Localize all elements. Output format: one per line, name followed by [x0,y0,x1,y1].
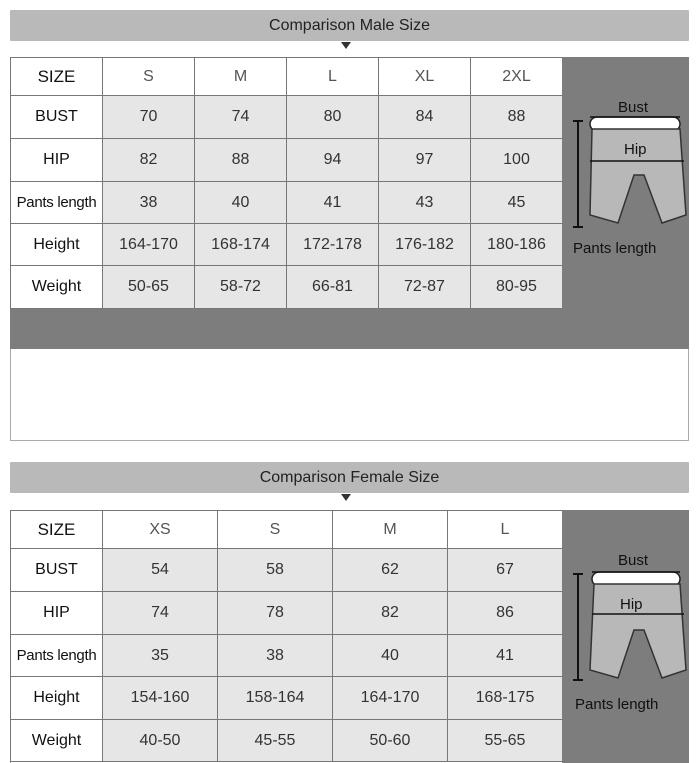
table-cell: 41 [448,635,563,677]
table-cell: 38 [103,182,195,224]
female-arrow-down-icon [341,494,351,501]
table-cell: 88 [471,96,563,139]
table-cell: 35 [103,635,218,677]
table-cell: 58 [218,549,333,592]
male-size-col: XL [379,58,471,96]
female-header-row [11,511,563,549]
hip-label: Hip [624,141,647,158]
female-measurement-diagram [562,510,689,763]
shorts-icon [562,510,689,763]
male-size-col: S [103,58,195,96]
table-cell: 88 [195,139,287,182]
bust-label: Bust [618,99,649,116]
table-cell: 180-186 [471,224,563,266]
table-cell: 172-178 [287,224,379,266]
female-size-col: S [218,511,333,549]
table-cell: 40-50 [103,720,218,762]
table-cell: 45 [471,182,563,224]
female-row-hip [11,592,563,635]
male-arrow-down-icon [341,42,351,49]
male-title-text: Comparison Male Size [269,16,430,34]
table-cell: 97 [379,139,471,182]
female-title-text: Comparison Female Size [259,468,440,486]
female-size-col: M [333,511,448,549]
table-cell: 50-65 [103,266,195,309]
female-row-bust [11,549,563,592]
table-cell: 43 [379,182,471,224]
female-row-weight [11,720,563,762]
male-section-title [10,10,689,41]
female-row-pants-length [11,635,563,677]
table-cell: 74 [103,592,218,635]
male-header-row [11,58,563,96]
table-cell: 78 [218,592,333,635]
table-cell: 80 [287,96,379,139]
male-size-col: 2XL [471,58,563,96]
table-cell: 50-60 [333,720,448,762]
pants-length-label: Pants length [573,240,657,257]
row-label: Weight [11,266,103,309]
male-grey-band [10,308,689,349]
table-cell: 82 [333,592,448,635]
row-label: Weight [11,720,103,762]
row-label: HIP [11,139,103,182]
male-size-table [10,57,563,309]
male-row-bust [11,96,563,139]
table-cell: 164-170 [333,677,448,720]
table-cell: 38 [218,635,333,677]
row-label: Pants length [11,635,103,677]
female-size-table [10,510,563,762]
table-cell: 158-164 [218,677,333,720]
table-cell: 100 [471,139,563,182]
male-measurement-diagram [562,57,689,308]
male-row-pants-length [11,182,563,224]
table-cell: 168-174 [195,224,287,266]
table-cell: 72-87 [379,266,471,309]
table-cell: 86 [448,592,563,635]
male-size-col: L [287,58,379,96]
female-size-col: L [448,511,563,549]
table-cell: 74 [195,96,287,139]
male-row-hip [11,139,563,182]
table-cell: 66-81 [287,266,379,309]
table-cell: 164-170 [103,224,195,266]
table-cell: 62 [333,549,448,592]
table-cell: 82 [103,139,195,182]
row-label: Pants length [11,182,103,224]
table-cell: 176-182 [379,224,471,266]
table-cell: 40 [195,182,287,224]
female-section-title [10,462,689,493]
row-label: Height [11,677,103,720]
female-row-height [11,677,563,720]
table-cell: 70 [103,96,195,139]
row-label: BUST [11,549,103,592]
table-cell: 41 [287,182,379,224]
row-label: HIP [11,592,103,635]
table-cell: 67 [448,549,563,592]
table-cell: 40 [333,635,448,677]
table-cell: 54 [103,549,218,592]
table-cell: 80-95 [471,266,563,309]
table-cell: 45-55 [218,720,333,762]
male-row-weight [11,266,563,309]
row-label: Height [11,224,103,266]
table-cell: 84 [379,96,471,139]
female-size-header: SIZE [11,511,103,549]
bust-label: Bust [618,552,649,569]
shorts-icon [562,57,689,308]
pants-length-label: Pants length [575,696,659,713]
table-cell: 58-72 [195,266,287,309]
male-size-col: M [195,58,287,96]
row-label: BUST [11,96,103,139]
female-size-col: XS [103,511,218,549]
table-cell: 55-65 [448,720,563,762]
table-cell: 94 [287,139,379,182]
hip-label: Hip [620,596,643,613]
table-cell: 154-160 [103,677,218,720]
table-cell: 168-175 [448,677,563,720]
male-row-height [11,224,563,266]
male-size-header: SIZE [11,58,103,96]
